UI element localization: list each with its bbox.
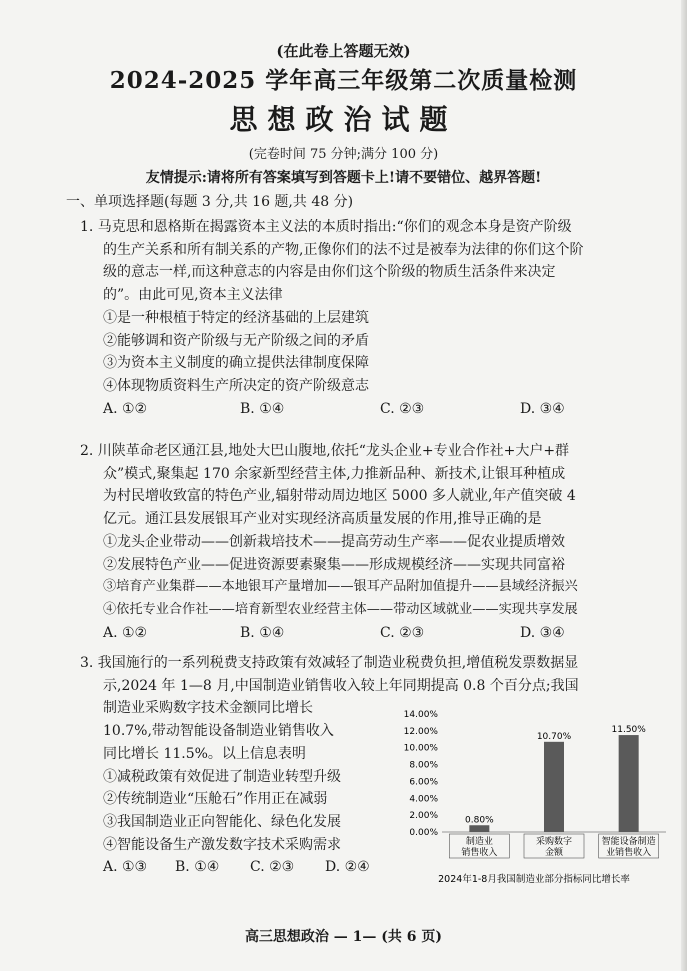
statement: ③培育产业集群——本地银耳产量增加——银耳产品附加值提升——县域经济振兴: [103, 579, 578, 595]
category-label: 金额: [544, 848, 564, 858]
question-stem-line: 级的意志一样,而这种意志的内容是由你们这个阶级的物质生活条件来决定: [103, 264, 556, 281]
category-label: 销售收入: [461, 848, 498, 858]
question-1: [80, 216, 640, 420]
y-tick-label: 14.00%: [403, 710, 438, 720]
category-label: 制造业: [465, 837, 493, 847]
invalid-notice: (在此卷上答题无效): [276, 42, 411, 60]
statement: ①龙头企业带动——创新栽培技术——提高劳动生产率——促农业提质增效: [103, 533, 565, 550]
question-stem-line: 示,2024 年 1—8 月,中国制造业销售收入较上年同期提高 0.8 个百分点;我国: [103, 677, 579, 694]
option-b: B. ①④: [240, 624, 285, 641]
option-d: D. ③④: [520, 400, 565, 417]
y-tick-label: 10.00%: [403, 743, 438, 754]
question-stem-line: 3. 我国施行的一系列税费支持政策有效减轻了制造业税费负担,增值税发票数据显: [80, 655, 579, 671]
answer-options: [80, 398, 640, 421]
question-stem-line: 2. 川陕革命老区通江县,地处大巴山腹地,依托“龙头企业+专业合作社+大户+群: [80, 443, 570, 459]
exam-title: 2024-2025 学年高三年级第二次质量检测: [109, 67, 578, 94]
y-tick-label: 6.00%: [409, 777, 438, 788]
question-stem-line: 为村民增收致富的特色产业,辐射带动周边地区 5000 多人就业,年产值突破 4: [103, 488, 576, 505]
y-tick-label: 0.00%: [409, 828, 438, 838]
question-stem-line: 10.7%,带动智能设备制造业销售收入: [103, 723, 334, 740]
question-2: [80, 440, 640, 644]
statement: ④智能设备生产激发数字技术采购需求: [103, 836, 341, 853]
y-tick-label: 2.00%: [409, 811, 438, 822]
category-label: 采购数字: [535, 837, 573, 847]
question-stem-line: 的”。由此可见,资本主义法律: [103, 287, 283, 304]
option-c: C. ②③: [380, 624, 425, 641]
scan-edge: [681, 0, 687, 971]
option-c: C. ②③: [250, 859, 295, 876]
section-title: 一、单项选择题(每题 3 分,共 16 题,共 48 分): [66, 194, 354, 210]
statement: ①减税政策有效促进了制造业转型升级: [103, 768, 341, 785]
option-d: D. ②④: [325, 859, 370, 876]
y-tick-label: 4.00%: [409, 794, 438, 805]
statement: ②能够调和资产阶级与无产阶级之间的矛盾: [103, 332, 369, 349]
time-note: (完卷时间 75 分钟;满分 100 分): [248, 147, 439, 162]
bar: [544, 742, 564, 832]
question-stem-line: 同比增长 11.5%。以上信息表明: [103, 745, 306, 762]
bar-data-label: 0.80%: [465, 815, 494, 826]
statement: ④体现物质资料生产所决定的资产阶级意志: [103, 377, 369, 394]
statement: ②发展特色产业——促进资源要素聚集——形成规模经济——实现共同富裕: [103, 556, 565, 573]
question-stem-line: 制造业采购数字技术金额同比增长: [103, 700, 313, 717]
statement: ②传统制造业“压舱石”作用正在减弱: [103, 791, 328, 808]
bar: [619, 735, 639, 832]
answer-options: [80, 622, 640, 645]
option-a: A. ①②: [103, 400, 148, 417]
question-stem-line: 1. 马克思和恩格斯在揭露资本主义法的本质时指出:“你们的观念本身是资产阶级: [80, 219, 572, 235]
subject-title: 思想政治试题: [229, 103, 458, 136]
option-d: D. ③④: [520, 624, 565, 641]
page-footer: 高三思想政治 — 1— (共 6 页): [244, 929, 443, 945]
option-c: C. ②③: [380, 400, 425, 417]
option-a: A. ①③: [103, 859, 148, 876]
statement: ③我国制造业正向智能化、绿色化发展: [103, 813, 341, 830]
option-a: A. ①②: [103, 624, 148, 641]
bar-data-label: 10.70%: [536, 731, 572, 742]
question-stem-line: 亿元。通江县发展银耳产业对实现经济高质量发展的作用,推导正确的是: [103, 511, 542, 528]
option-b: B. ①④: [240, 400, 285, 417]
statement: ③为资本主义制度的确立提供法律制度保障: [103, 355, 369, 372]
growth-bar-chart: [398, 704, 670, 889]
category-label: 业销售收入: [606, 848, 652, 858]
statement: ①是一种根植于特定的经济基础的上层建筑: [103, 309, 369, 326]
bar: [469, 825, 489, 832]
y-tick-label: 12.00%: [403, 726, 438, 737]
chart-title: 2024年1-8月我国制造业部分指标同比增长率: [438, 874, 630, 885]
question-stem-line: 的生产关系和所有制关系的产物,正像你们的法不过是被奉为法律的你们这个阶: [103, 241, 584, 258]
friendly-tip: 友情提示:请将所有答案填写到答题卡上!请不要错位、越界答题!: [145, 170, 542, 186]
question-stem-line: 众”模式,聚集起 170 余家新型经营主体,力推新品种、新技术,让银耳种植成: [103, 465, 566, 482]
statement: ④依托专业合作社——培育新型农业经营主体——带动区域就业——实现共享发展: [103, 601, 578, 617]
category-label: 智能设备制造: [601, 837, 656, 847]
option-b: B. ①④: [175, 859, 220, 876]
y-tick-label: 8.00%: [409, 760, 438, 771]
bar-data-label: 11.50%: [611, 725, 646, 736]
